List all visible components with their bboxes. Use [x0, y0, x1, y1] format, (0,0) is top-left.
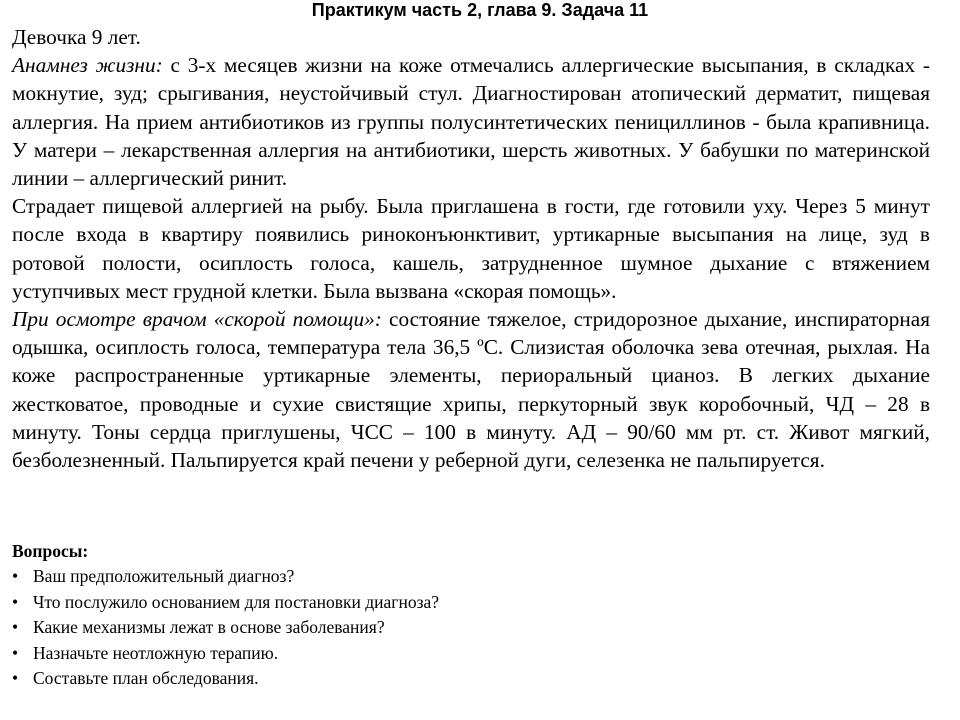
- anamnesis-text: с 3-х месяцев жизни на коже отмечались аллергические высыпания, в складках - мокнутие, зуд; срыгивания, неустойчивый стул. Диагностирован атопический дерматит, пищевая аллергия. На прием антибиотиков из группы полусинтетических пенициллинов - была крапивница. У матери – лекарственная аллергия на антибиотики, шерсть животных. У бабушки по материнской линии – аллергический ринит.: [12, 53, 930, 191]
- questions-heading: Вопросы:: [12, 541, 89, 561]
- question-item: • Что послужило основанием для постановки диагноза?: [12, 590, 930, 615]
- question-item: • Ваш предположительный диагноз?: [12, 564, 930, 589]
- patient-line: Девочка 9 лет.: [12, 25, 141, 49]
- exam-paragraph: [12, 305, 930, 474]
- exam-text: состояние тяжелое, стридорозное дыхание, инспираторная одышка, осиплость голоса, температура тела 36,5 ºС. Слизистая оболочка зева отечная, рыхлая. На коже распространенные уртикарные элементы, периоральный цианоз. В легких дыхание жестковатое, проводные и сухие свистящие хрипы, перкуторный звук коробочный, ЧД – 28 в минуту. Тоны сердца приглушены, ЧСС – 100 в минуту. АД – 90/60 мм рт. ст. Живот мягкий, безболезненный. Пальпируется край печени у реберной дуги, селезенка не пальпируется.: [12, 307, 931, 473]
- page-title: Практикум часть 2, глава 9. Задача 11: [311, 0, 649, 20]
- questions-list: [12, 564, 930, 691]
- exam-label: При осмотре врачом «скорой помощи»:: [12, 307, 382, 332]
- question-item: • Какие механизмы лежат в основе заболевания?: [12, 615, 930, 640]
- anamnesis-paragraph: [12, 51, 930, 192]
- question-item: • Назначьте неотложную терапию.: [12, 641, 930, 666]
- questions-section: [12, 539, 930, 691]
- history-paragraph: Страдает пищевой аллергией на рыбу. Была приглашена в гости, где готовили уху. Через 5 минут после входа в квартиру появились риноконъюнктивит, уртикарные высыпания на лице, зуд в ротовой полости, осиплость голоса, кашель, затрудненное шумное дыхание с втяжением уступчивых мест грудной клетки. Была вызвана «скорая помощь».: [12, 194, 930, 303]
- question-item: • Составьте план обследования.: [12, 666, 930, 691]
- anamnesis-label: Анамнез жизни:: [12, 53, 163, 78]
- case-description: [12, 23, 930, 474]
